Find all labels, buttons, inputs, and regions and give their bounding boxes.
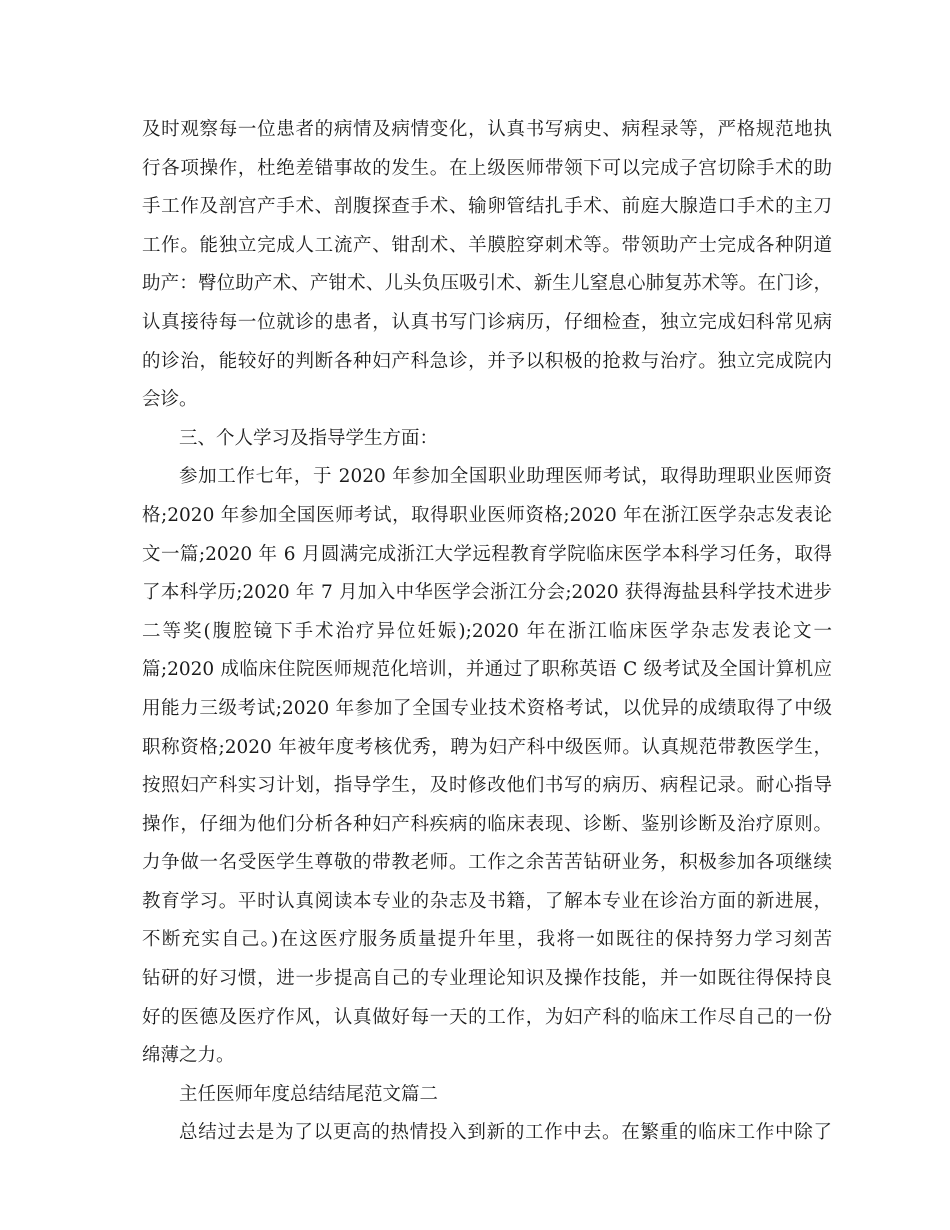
text-line: 钻研的好习惯，进一步提高自己的专业理论知识及操作技能，并一如既往得保持良 <box>142 968 832 990</box>
paragraph-end-line: 会诊。 <box>142 389 198 411</box>
text-line: 的诊治，能较好的判断各种妇产科急诊，并予以积极的抢救与治疗。独立完成院内 <box>142 350 832 372</box>
text-line: 好的医德及医疗作风，认真做好每一天的工作，为妇产科的临床工作尽自己的一份 <box>142 1006 832 1028</box>
section-heading: 三、个人学习及指导学生方面： <box>179 427 439 449</box>
text-line: 了本科学历;2020 年 7 月加入中华医学会浙江分会;2020 获得海盐县科学技术进步 <box>142 582 832 604</box>
text-line: 行各项操作，杜绝差错事故的发生。在上级医师带领下可以完成子宫切除手术的助 <box>142 157 832 179</box>
text-line: 操作，仔细为他们分析各种妇产科疾病的临床表现、诊断、鉴别诊断及治疗原则。 <box>142 813 832 835</box>
text-line: 格;2020 年参加全国医师考试，取得职业医师资格;2020 年在浙江医学杂志发表论 <box>142 504 832 526</box>
text-line: 不断充实自己。)在这医疗服务质量提升年里，我将一如既往的保持努力学习刻苦 <box>142 929 832 951</box>
paragraph-first-line: 总结过去是为了以更高的热情投入到新的工作中去。在繁重的临床工作中除了 <box>179 1122 832 1144</box>
text-line: 认真接待每一位就诊的患者，认真书写门诊病历，仔细检查，独立完成妇科常见病 <box>142 311 832 333</box>
article-subtitle: 主任医师年度总结结尾范文篇二 <box>179 1083 439 1105</box>
text-line: 助产：臀位助产术、产钳术、儿头负压吸引术、新生儿窒息心肺复苏术等。在门诊， <box>142 273 832 295</box>
text-line: 手工作及剖宫产手术、剖腹探查手术、输卵管结扎手术、前庭大腺造口手术的主刀 <box>142 196 832 218</box>
text-line: 教育学习。平时认真阅读本专业的杂志及书籍，了解本专业在诊治方面的新进展， <box>142 890 832 912</box>
text-line: 文一篇;2020 年 6 月圆满完成浙江大学远程教育学院临床医学本科学习任务，取得 <box>142 543 832 565</box>
paragraph-end-line: 绵薄之力。 <box>142 1045 235 1067</box>
text-line: 按照妇产科实习计划，指导学生，及时修改他们书写的病历、病程记录。耐心指导 <box>142 775 832 797</box>
text-line: 用能力三级考试;2020 年参加了全国专业技术资格考试，以优异的成绩取得了中级 <box>142 697 832 719</box>
document-body <box>142 111 832 1153</box>
text-line: 篇;2020 成临床住院医师规范化培训，并通过了职称英语 C 级考试及全国计算机应 <box>142 659 832 681</box>
text-line: 力争做一名受医学生尊敬的带教老师。工作之余苦苦钻研业务，积极参加各项继续 <box>142 852 832 874</box>
text-line: 及时观察每一位患者的病情及病情变化，认真书写病史、病程录等，严格规范地执 <box>142 119 832 140</box>
paragraph-first-line: 参加工作七年，于 2020 年参加全国职业助理医师考试，取得助理职业医师资 <box>179 466 832 488</box>
text-line: 工作。能独立完成人工流产、钳刮术、羊膜腔穿刺术等。带领助产士完成各种阴道 <box>142 234 832 256</box>
text-line: 二等奖(腹腔镜下手术治疗异位妊娠);2020 年在浙江临床医学杂志发表论文一 <box>142 620 832 642</box>
text-line: 职称资格;2020 年被年度考核优秀，聘为妇产科中级医师。认真规范带教医学生， <box>142 736 832 758</box>
